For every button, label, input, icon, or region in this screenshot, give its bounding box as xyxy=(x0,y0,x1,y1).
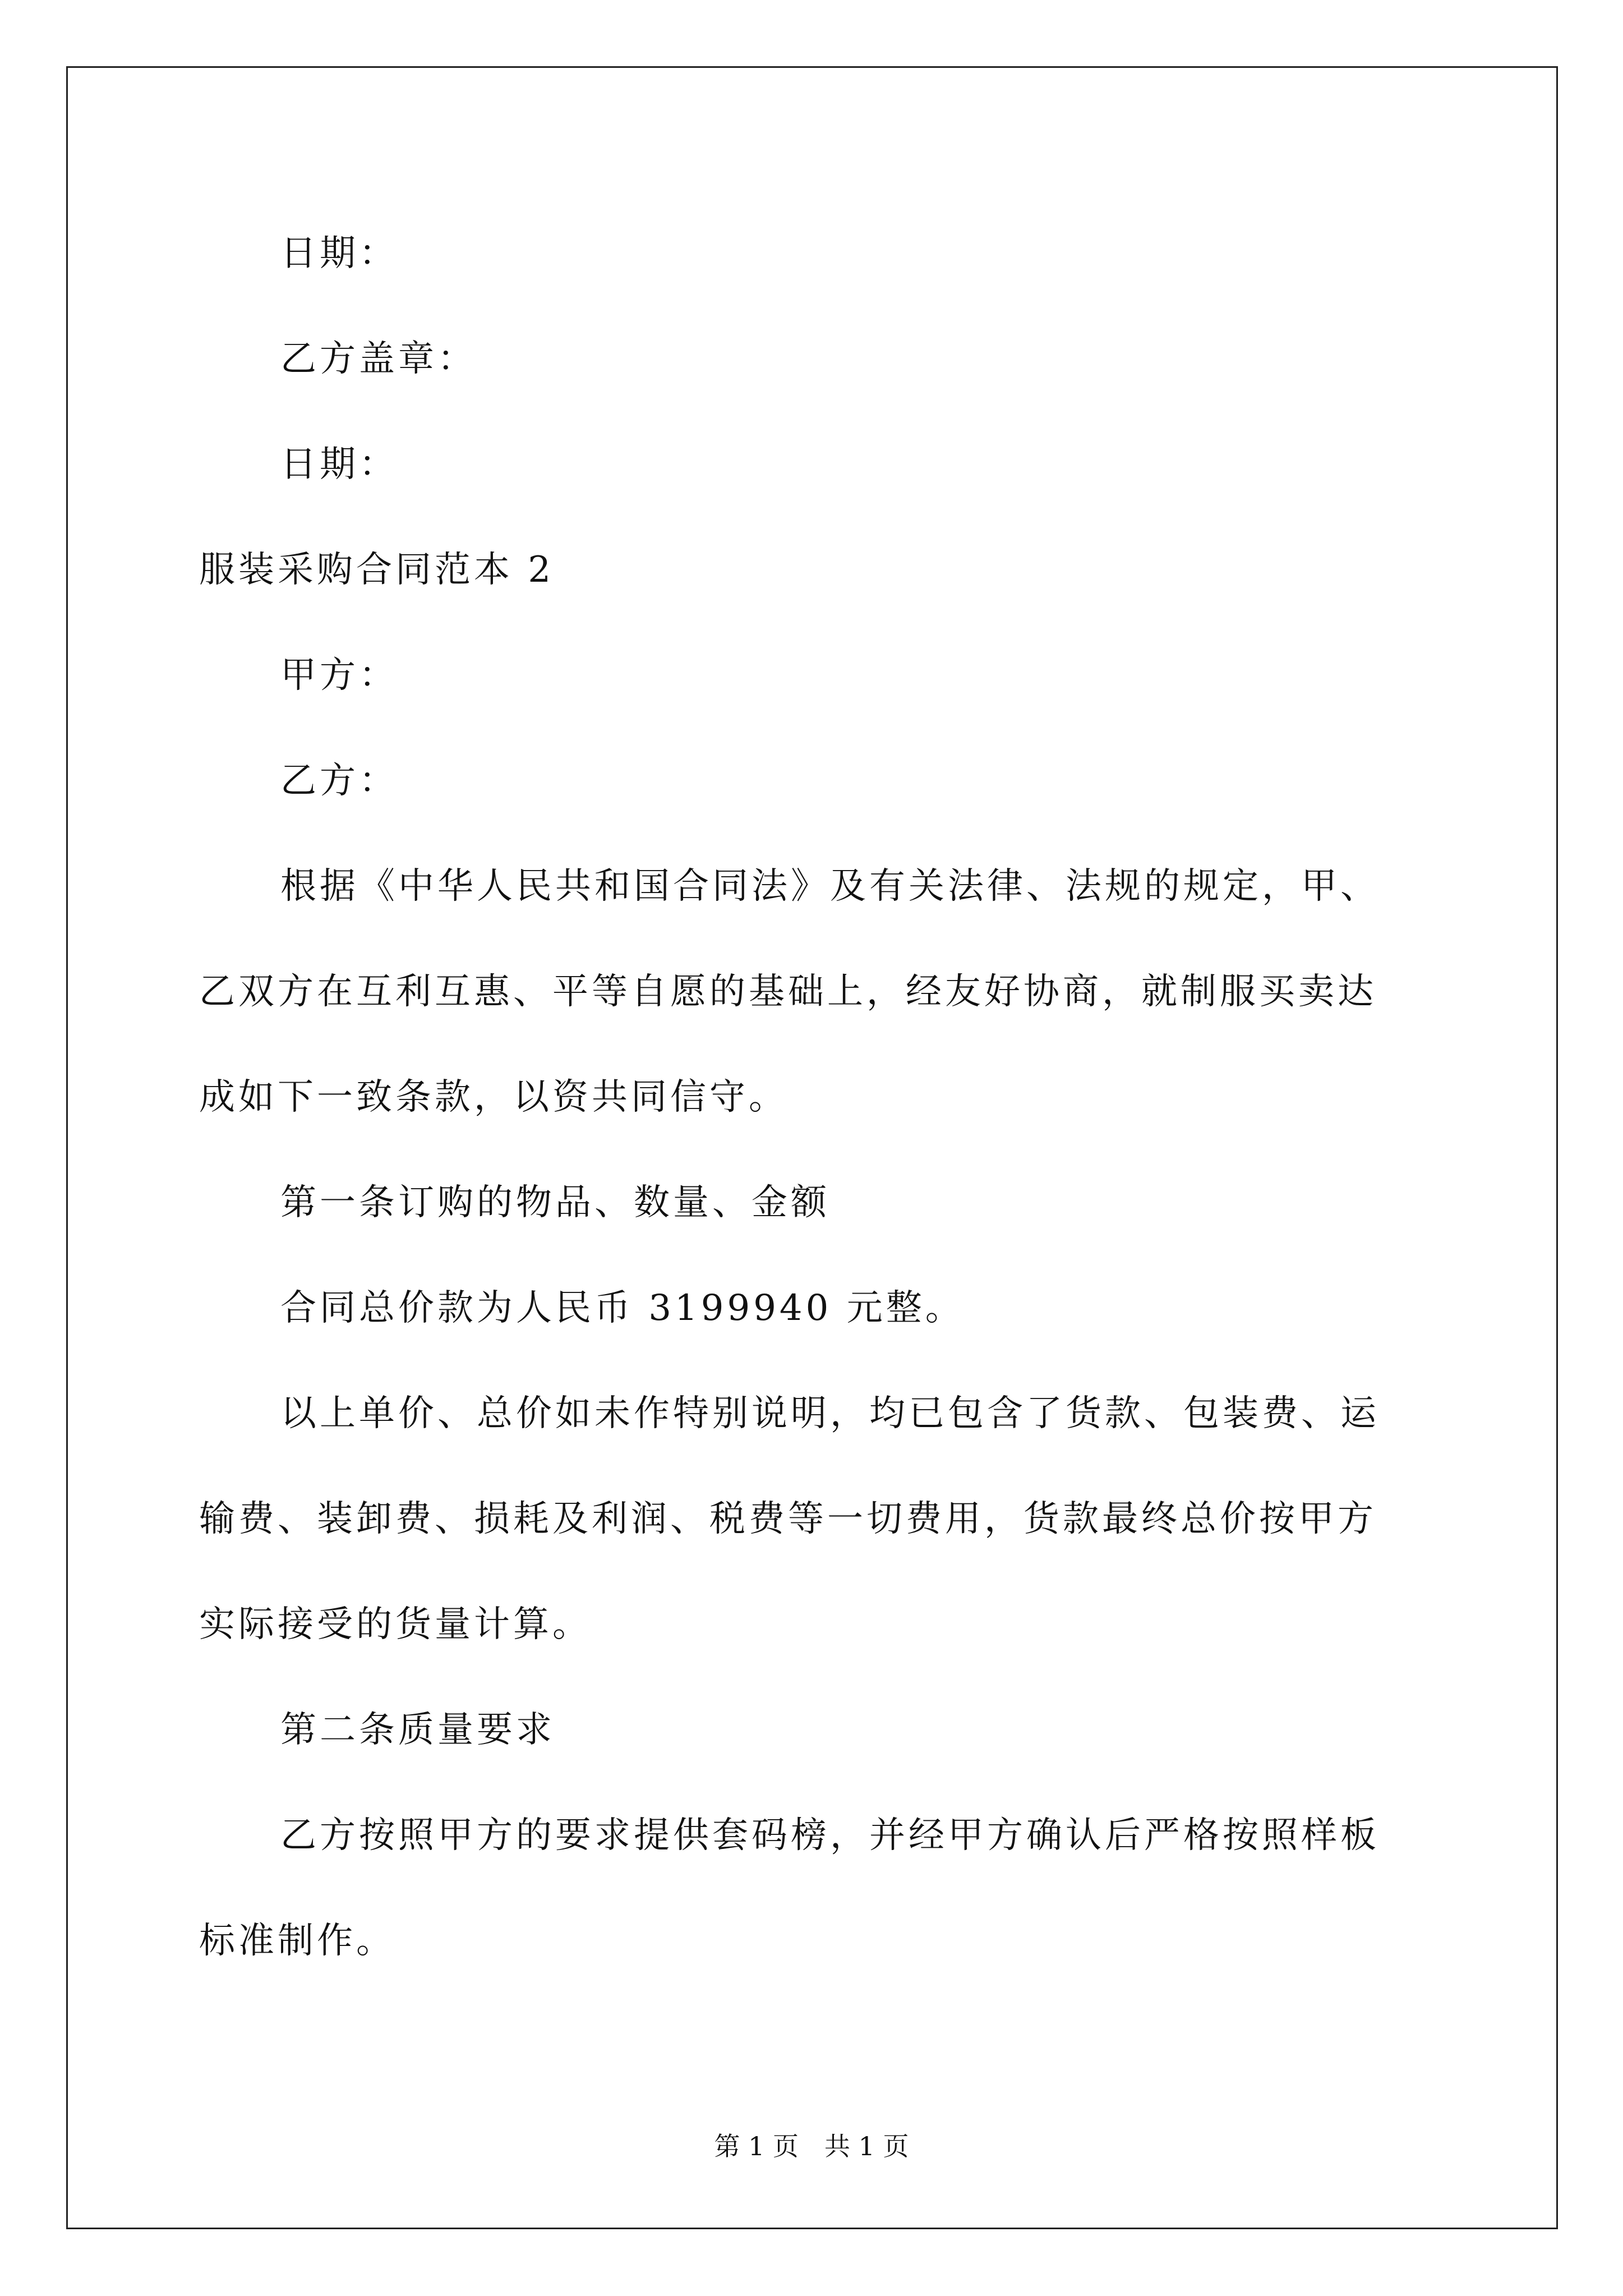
quality-line-2: 标准制作。 xyxy=(199,1920,395,1962)
preamble-line-3: 成如下一致条款，以资共同信守。 xyxy=(199,1076,788,1118)
party-a-label: 甲方： xyxy=(280,655,398,696)
price-note-line-2: 输费、装卸费、损耗及利润、税费等一切费用，货款最终总价按甲方 xyxy=(199,1498,1377,1540)
article-1-heading: 第一条订购的物品、数量、金额 xyxy=(280,1182,830,1223)
page-border xyxy=(66,66,1558,2229)
price-note-line-3: 实际接受的货量计算。 xyxy=(199,1604,592,1645)
price-note-line-1: 以上单价、总价如未作特别说明，均已包含了货款、包装费、运 xyxy=(280,1393,1380,1434)
preamble-line-1: 根据《中华人民共和国合同法》及有关法律、法规的规定，甲、 xyxy=(280,866,1380,907)
date-label-1: 日期： xyxy=(280,233,398,274)
date-label-2: 日期： xyxy=(280,444,398,485)
party-b-label: 乙方： xyxy=(280,760,398,802)
preamble-line-2: 乙双方在互利互惠、平等自愿的基础上，经友好协商，就制服买卖达 xyxy=(199,971,1377,1013)
article-2-heading: 第二条质量要求 xyxy=(280,1709,555,1751)
party-b-seal-label: 乙方盖章： xyxy=(280,338,477,380)
total-price-text: 合同总价款为人民币 3199940 元整。 xyxy=(280,1287,965,1329)
section-title: 服装采购合同范本 2 xyxy=(199,549,555,591)
page-number-footer: 第 1 页 共 1 页 xyxy=(714,2131,909,2161)
quality-line-1: 乙方按照甲方的要求提供套码榜，并经甲方确认后严格按照样板 xyxy=(280,1815,1380,1856)
